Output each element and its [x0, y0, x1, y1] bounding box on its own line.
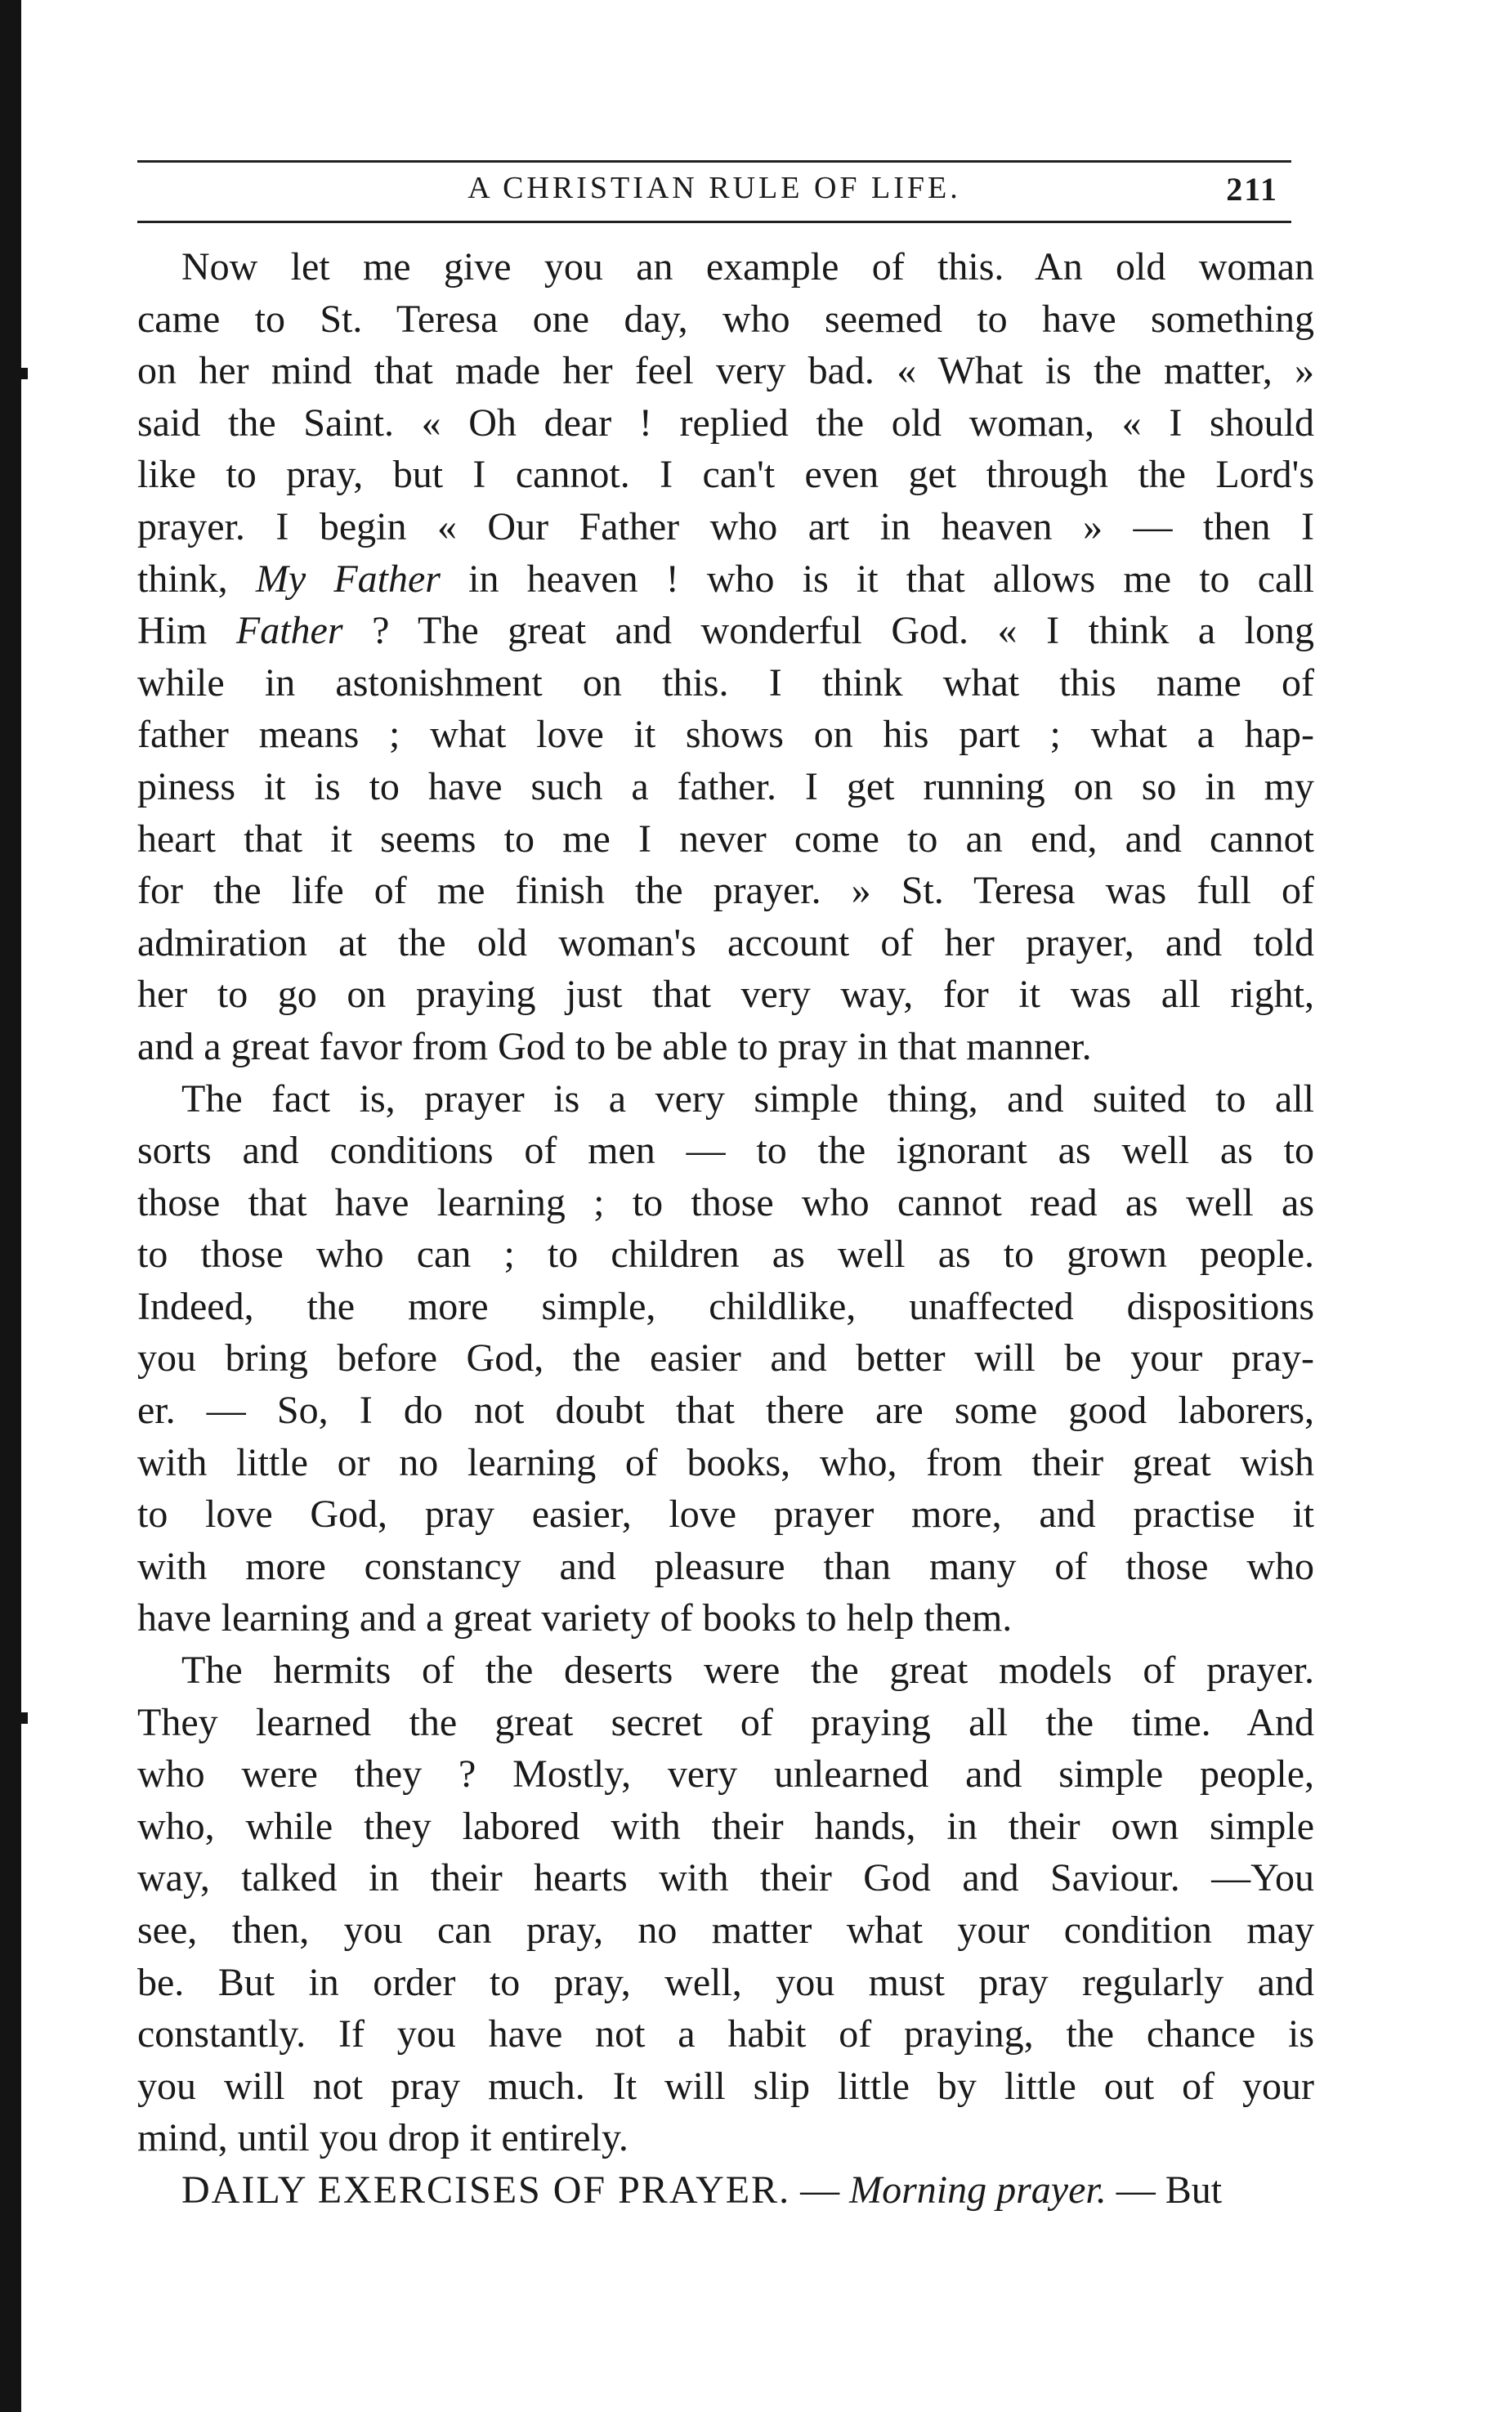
text-line: with little or no learning of books, who, from their great wish — [137, 1440, 1314, 1484]
text-line: prayer. I begin « Our Father who art in heaven » — then I — [137, 504, 1314, 548]
text-line: er. — So, I do not doubt that there are some good laborers, — [137, 1389, 1314, 1433]
text-line: heart that it seems to me I never come to an end, and cannot — [137, 817, 1314, 861]
text-line: those that have learning ; to those who cannot read as well as — [137, 1180, 1314, 1224]
paragraph-3 — [137, 1645, 1314, 2164]
text-line: for the life of me finish the prayer. » St. Teresa was full of — [137, 869, 1314, 913]
text-line: mind, until you drop it entirely. — [137, 2116, 629, 2160]
book-spine-edge — [0, 0, 21, 2412]
text-line: you bring before God, the easier and better will be your pray- — [137, 1336, 1314, 1381]
text-line: and a great favor from God to be able to pray in that manner. — [137, 1024, 1092, 1068]
text-line: to love God, pray easier, love prayer more, and practise it — [137, 1492, 1314, 1537]
header-rule-top — [137, 160, 1291, 163]
running-header — [137, 170, 1291, 211]
text-line: The hermits of the deserts were the great models of prayer. — [181, 1649, 1314, 1693]
text-line: see, then, you can pray, no matter what your condition may — [137, 1909, 1314, 1952]
section-heading-line — [137, 2164, 1314, 2217]
text-line: her to go on praying just that very way, for it was all right, — [137, 973, 1314, 1017]
text-line: while in astonishment on this. I think what this name of — [137, 660, 1314, 705]
spine-mark — [21, 1712, 28, 1724]
text-line: on her mind that made her feel very bad. « What is the matter, » — [137, 349, 1314, 393]
page-number: 211 — [1226, 171, 1278, 208]
text-line: to those who can ; to children as well as to grown people. — [137, 1233, 1314, 1277]
text-line: father means ; what love it shows on his part ; what a hap- — [137, 713, 1314, 757]
paragraph-2 — [137, 1073, 1314, 1645]
subheading: Morning prayer. — [849, 2168, 1107, 2212]
text-line: you will not pray much. It will slip little by little out of your — [137, 2064, 1314, 2108]
text-line: came to St. Teresa one day, who seemed to have something — [137, 297, 1314, 341]
section-heading: DAILY EXERCISES OF PRAYER. — [181, 2168, 791, 2212]
text-line: They learned the great secret of praying all the time. And — [137, 1700, 1314, 1744]
text-line: have learning and a great variety of books to help them. — [137, 1596, 1013, 1640]
text-line: like to pray, but I cannot. I can't even get through the Lord's — [137, 453, 1314, 497]
heading-dash: — — [790, 2168, 850, 2212]
text-line: Now let me give you an example of this. An old woman — [181, 245, 1314, 289]
text-line: The fact is, prayer is a very simple thing, and suited to all — [181, 1076, 1314, 1121]
text-line: admiration at the old woman's account of her prayer, and told — [137, 920, 1314, 964]
text-line: think, My Father in heaven ! who is it that allows me to call — [137, 557, 1315, 601]
running-title: A CHRISTIAN RULE OF LIFE. — [467, 171, 961, 205]
text-line: with more constancy and pleasure than many of those who — [137, 1544, 1314, 1588]
text-line: way, talked in their hearts with their God and Saviour. —You — [137, 1856, 1314, 1900]
text-line: who were they ? Mostly, very unlearned and simple people, — [137, 1752, 1314, 1797]
paragraph-1 — [137, 241, 1314, 1073]
heading-tail: — But — [1106, 2168, 1223, 2212]
body-text — [137, 241, 1314, 2217]
text-line: be. But in order to pray, well, you must pray regularly and — [137, 1960, 1314, 2004]
text-line: piness it is to have such a father. I get running on so in my — [137, 764, 1314, 808]
text-line: Indeed, the more simple, childlike, unaffected dispositions — [137, 1284, 1314, 1328]
text-line: sorts and conditions of men — to the ignorant as well as to — [137, 1129, 1314, 1173]
text-line: who, while they labored with their hands, in their own simple — [137, 1804, 1314, 1848]
header-rule-bottom — [137, 221, 1291, 223]
text-line: said the Saint. « Oh dear ! replied the old woman, « I should — [137, 401, 1314, 445]
spine-mark — [21, 368, 28, 379]
text-line: constantly. If you have not a habit of praying, the chance is — [137, 2012, 1314, 2056]
text-line: Him Father ? The great and wonderful God. « I think a long — [137, 609, 1315, 653]
